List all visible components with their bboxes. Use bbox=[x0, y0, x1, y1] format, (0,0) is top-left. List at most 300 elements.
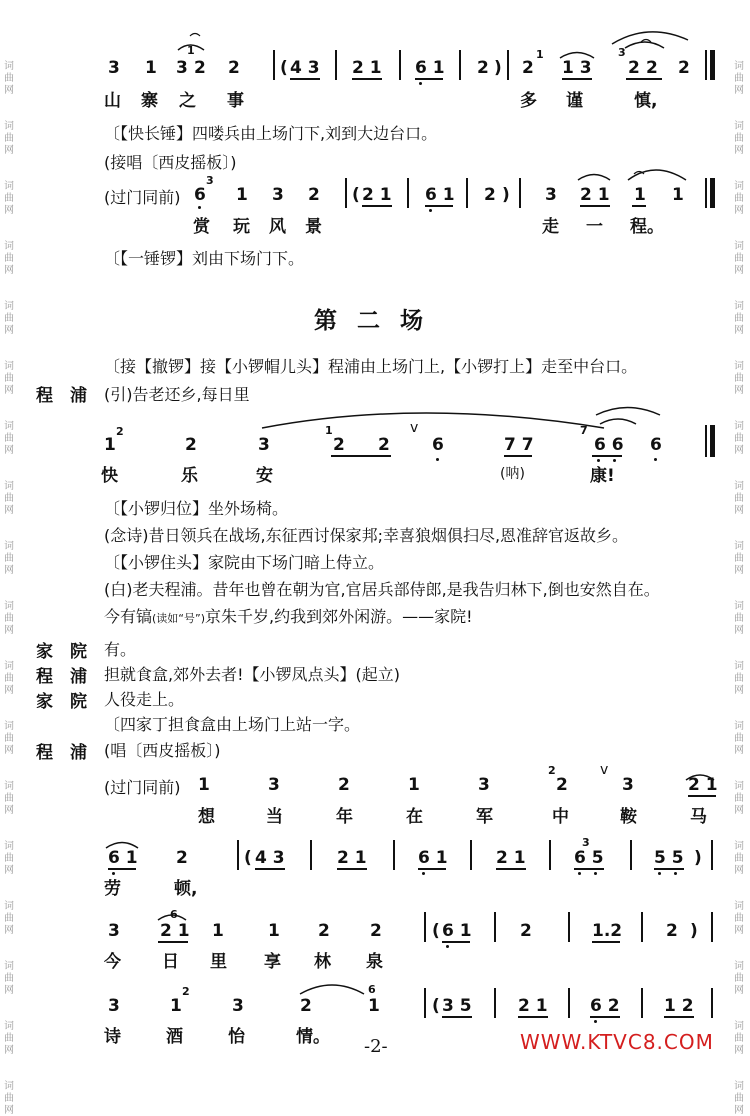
low-dot bbox=[422, 872, 425, 875]
note: 3 bbox=[232, 996, 244, 1016]
note: 2 bbox=[678, 58, 690, 78]
note: 1.2 bbox=[592, 921, 623, 941]
note: 6 bbox=[650, 435, 662, 455]
note: 2 bbox=[556, 775, 568, 795]
lyric: 情。 bbox=[296, 1027, 330, 1047]
slur bbox=[262, 413, 604, 428]
paren: ) bbox=[690, 921, 698, 941]
watermark-char: 曲 bbox=[734, 313, 744, 324]
paren: ) bbox=[694, 848, 702, 868]
watermark-char: 网 bbox=[734, 85, 744, 96]
barline bbox=[549, 840, 551, 870]
watermark-char: 曲 bbox=[4, 433, 14, 444]
low-dot bbox=[594, 1020, 597, 1023]
note: 3 bbox=[108, 996, 120, 1016]
paren: ( bbox=[352, 185, 360, 205]
lyric: 多 bbox=[520, 91, 537, 111]
note: 4 3 bbox=[255, 848, 285, 868]
note: 6 1 bbox=[108, 848, 138, 868]
lyric: 军 bbox=[476, 807, 493, 827]
lyric: 寨 bbox=[141, 91, 158, 111]
underline bbox=[688, 795, 716, 797]
site-watermark: WWW.KTVC8.COM bbox=[520, 1030, 714, 1054]
watermark-char: 曲 bbox=[4, 73, 14, 84]
barline bbox=[399, 50, 401, 80]
watermark-char: 网 bbox=[734, 805, 744, 816]
watermark-char: 曲 bbox=[734, 733, 744, 744]
note: 4 3 bbox=[290, 58, 320, 78]
watermark-char: 词 bbox=[734, 481, 744, 492]
underline bbox=[331, 455, 391, 457]
stage-direction: 〔【一锤锣】刘由下场门下。 bbox=[104, 249, 305, 268]
note: 3 bbox=[258, 435, 270, 455]
note: 1 2 bbox=[664, 996, 694, 1016]
underline bbox=[562, 78, 592, 80]
note: 2 1 bbox=[362, 185, 392, 205]
lyric: 诗 bbox=[104, 1027, 121, 1047]
note: 1 bbox=[408, 775, 420, 795]
barline bbox=[335, 50, 337, 80]
note: 2 1 bbox=[160, 921, 190, 941]
underline bbox=[592, 455, 622, 457]
note: 1 bbox=[170, 996, 182, 1016]
watermark-char: 词 bbox=[734, 961, 744, 972]
watermark-char: 词 bbox=[734, 841, 744, 852]
underline bbox=[592, 941, 620, 943]
dialogue-part: 今有镐 bbox=[104, 607, 153, 626]
watermark-char: 词 bbox=[4, 241, 14, 252]
lyric: 事 bbox=[227, 91, 244, 111]
underline bbox=[415, 78, 443, 80]
barline bbox=[705, 425, 707, 457]
low-dot bbox=[419, 82, 422, 85]
watermark-char: 曲 bbox=[4, 973, 14, 984]
barline bbox=[424, 912, 426, 942]
watermark-char: 网 bbox=[4, 1045, 14, 1056]
low-dot bbox=[674, 872, 677, 875]
note: 6 1 bbox=[442, 921, 472, 941]
slur bbox=[596, 408, 660, 416]
barline bbox=[711, 988, 713, 1018]
lyric: 酒 bbox=[166, 1027, 183, 1047]
watermark-char: 曲 bbox=[734, 793, 744, 804]
barline bbox=[641, 912, 643, 942]
dialogue: 人役走上。 bbox=[104, 690, 185, 709]
speaker-label: 家 院 bbox=[36, 642, 87, 662]
prefix-label: (过门同前) bbox=[104, 188, 181, 207]
watermark-char: 曲 bbox=[734, 253, 744, 264]
watermark-char: 曲 bbox=[734, 1093, 744, 1104]
note: 3 bbox=[478, 775, 490, 795]
note: 6 6 bbox=[594, 435, 624, 455]
lyric: 山 bbox=[104, 91, 121, 111]
lyric: (呐) bbox=[500, 466, 525, 482]
underline bbox=[590, 1016, 620, 1018]
lyric: 赏 bbox=[193, 217, 210, 237]
underline bbox=[158, 941, 188, 943]
watermark-char: 网 bbox=[734, 1045, 744, 1056]
note: 2 bbox=[333, 435, 345, 455]
end-barline bbox=[710, 50, 715, 80]
lyric: 怡 bbox=[228, 1027, 245, 1047]
lyric: 今 bbox=[104, 952, 121, 972]
barline bbox=[424, 988, 426, 1018]
low-dot bbox=[578, 872, 581, 875]
note: 1 bbox=[145, 58, 157, 78]
watermark-char: 曲 bbox=[4, 193, 14, 204]
grace-note: 2 bbox=[116, 425, 124, 438]
note: 3 bbox=[108, 58, 120, 78]
watermark-char: 曲 bbox=[734, 133, 744, 144]
note: 1 bbox=[212, 921, 224, 941]
watermark-char: 词 bbox=[734, 301, 744, 312]
speaker-label: 程 浦 bbox=[36, 386, 87, 406]
note: 1 bbox=[104, 435, 116, 455]
lyric: 安 bbox=[256, 466, 273, 486]
note: 5 5 bbox=[654, 848, 684, 868]
barline bbox=[310, 840, 312, 870]
prefix-label: (过门同前) bbox=[104, 778, 181, 797]
note: 6 1 bbox=[415, 58, 445, 78]
watermark-char: 曲 bbox=[4, 673, 14, 684]
note: 1 bbox=[198, 775, 210, 795]
watermark-char: 网 bbox=[734, 925, 744, 936]
barline bbox=[711, 840, 713, 870]
grace-note: 6 bbox=[368, 983, 376, 996]
underline bbox=[518, 1016, 548, 1018]
stage-direction: (接唱〔西皮摇板〕) bbox=[104, 153, 237, 172]
note: 2 bbox=[477, 58, 489, 78]
watermark-char: 曲 bbox=[734, 613, 744, 624]
slur bbox=[628, 170, 686, 180]
underline bbox=[352, 78, 382, 80]
watermark-char: 词 bbox=[734, 1021, 744, 1032]
lyric: 走 bbox=[542, 217, 559, 237]
watermark-char: 词 bbox=[4, 541, 14, 552]
barline bbox=[711, 912, 713, 942]
watermark-char: 曲 bbox=[4, 253, 14, 264]
barline bbox=[568, 912, 570, 942]
stage-direction: 〔【小锣住头】家院由下场门暗上侍立。 bbox=[104, 553, 385, 572]
note: 2 1 bbox=[688, 775, 718, 795]
watermark-char: 网 bbox=[4, 1105, 14, 1116]
paren: ) bbox=[502, 185, 510, 205]
watermark-char: 词 bbox=[734, 241, 744, 252]
watermark-char: 网 bbox=[4, 925, 14, 936]
note: 3 bbox=[268, 775, 280, 795]
watermark-char: 网 bbox=[734, 685, 744, 696]
underline bbox=[654, 868, 684, 870]
low-dot bbox=[429, 209, 432, 212]
underline bbox=[442, 1016, 472, 1018]
note: 6 bbox=[194, 185, 206, 205]
lyric: 林 bbox=[314, 952, 331, 972]
watermark-char: 曲 bbox=[4, 913, 14, 924]
note: 3 bbox=[272, 185, 284, 205]
watermark-char: 曲 bbox=[734, 433, 744, 444]
watermark-char: 词 bbox=[734, 781, 744, 792]
watermark-right bbox=[730, 0, 750, 1116]
watermark-char: 网 bbox=[4, 745, 14, 756]
slur bbox=[625, 42, 664, 48]
watermark-char: 网 bbox=[4, 805, 14, 816]
stage-direction: 〔【快长锤】四喽兵由上场门下,刘到大边台口。 bbox=[104, 124, 438, 143]
underline bbox=[496, 868, 526, 870]
watermark-char: 曲 bbox=[734, 1033, 744, 1044]
watermark-char: 网 bbox=[4, 325, 14, 336]
watermark-char: 词 bbox=[4, 1081, 14, 1092]
slur bbox=[300, 985, 364, 994]
watermark-char: 曲 bbox=[734, 373, 744, 384]
watermark-char: 词 bbox=[4, 421, 14, 432]
watermark-char: 网 bbox=[4, 565, 14, 576]
lyric: 玩 bbox=[233, 217, 250, 237]
underline bbox=[626, 78, 662, 80]
barline bbox=[705, 178, 707, 208]
watermark-char: 词 bbox=[4, 781, 14, 792]
watermark-char: 词 bbox=[734, 361, 744, 372]
note: 1 bbox=[672, 185, 684, 205]
underline bbox=[337, 868, 367, 870]
lyric: 日 bbox=[162, 952, 179, 972]
note: 2 bbox=[318, 921, 330, 941]
lyric: 泉 bbox=[366, 952, 383, 972]
watermark-char: 网 bbox=[4, 625, 14, 636]
lyric: 在 bbox=[406, 807, 423, 827]
note: 6 5 bbox=[574, 848, 604, 868]
speaker-label: 程 浦 bbox=[36, 743, 87, 763]
underline bbox=[255, 868, 285, 870]
watermark-char: 曲 bbox=[4, 553, 14, 564]
watermark-left bbox=[0, 0, 20, 1116]
watermark-char: 曲 bbox=[734, 493, 744, 504]
barline bbox=[630, 840, 632, 870]
watermark-char: 网 bbox=[4, 685, 14, 696]
stage-direction: 〔接【撤锣】接【小锣帽儿头】程浦由上场门上,【小锣打上】走至中台口。 bbox=[104, 357, 638, 376]
note: 1 bbox=[634, 185, 646, 205]
watermark-char: 网 bbox=[4, 445, 14, 456]
watermark-char: 词 bbox=[4, 961, 14, 972]
dialogue-part: 京朱千岁,约我到郊外闲游。——家院! bbox=[205, 607, 473, 626]
watermark-char: 曲 bbox=[734, 73, 744, 84]
watermark-char: 网 bbox=[734, 445, 744, 456]
lyric: 顿, bbox=[174, 879, 198, 899]
note: 2 bbox=[520, 921, 532, 941]
stage-direction: 〔四家丁担食盒由上场门上站一字。 bbox=[104, 715, 361, 734]
underline bbox=[425, 205, 453, 207]
end-barline bbox=[710, 178, 715, 208]
barline bbox=[568, 988, 570, 1018]
speaker-label: 程 浦 bbox=[36, 667, 87, 687]
watermark-char: 词 bbox=[734, 61, 744, 72]
note: 2 1 bbox=[580, 185, 610, 205]
lyric: 谨 bbox=[566, 91, 583, 111]
watermark-char: 曲 bbox=[734, 853, 744, 864]
note: 3 5 bbox=[442, 996, 472, 1016]
underline bbox=[108, 868, 136, 870]
dialogue: (引)告老还乡,每日里 bbox=[104, 385, 250, 404]
grace-note: 6 bbox=[170, 908, 178, 921]
note: 6 2 bbox=[590, 996, 620, 1016]
breath-mark: v bbox=[600, 762, 609, 778]
watermark-char: 网 bbox=[4, 265, 14, 276]
lyric: 之 bbox=[179, 91, 196, 111]
grace-note: 3 bbox=[618, 46, 626, 59]
barline bbox=[466, 178, 468, 208]
watermark-char: 网 bbox=[4, 385, 14, 396]
barline bbox=[641, 988, 643, 1018]
note: 2 bbox=[185, 435, 197, 455]
watermark-char: 网 bbox=[4, 505, 14, 516]
note: 3 bbox=[176, 58, 188, 78]
grace-note: 1 bbox=[187, 44, 195, 57]
note: 2 1 bbox=[337, 848, 367, 868]
grace-note: 7 bbox=[580, 424, 588, 437]
note: 2 1 bbox=[352, 58, 382, 78]
dialogue bbox=[104, 604, 473, 627]
lyric: 劳 bbox=[104, 879, 121, 899]
note: 2 bbox=[646, 58, 658, 78]
note: 6 1 bbox=[418, 848, 448, 868]
watermark-char: 曲 bbox=[734, 973, 744, 984]
underline bbox=[632, 205, 646, 207]
watermark-char: 词 bbox=[734, 541, 744, 552]
note: 3 bbox=[622, 775, 634, 795]
watermark-char: 网 bbox=[4, 85, 14, 96]
note: 2 bbox=[628, 58, 640, 78]
barline bbox=[494, 912, 496, 942]
fermata bbox=[190, 34, 200, 37]
fermata bbox=[634, 172, 644, 175]
lyric: 当 bbox=[266, 807, 283, 827]
watermark-char: 曲 bbox=[4, 493, 14, 504]
fermata bbox=[641, 40, 651, 43]
grace-note: 2 bbox=[548, 764, 556, 777]
barline bbox=[273, 50, 275, 80]
note: 2 bbox=[378, 435, 390, 455]
watermark-char: 网 bbox=[734, 385, 744, 396]
barline bbox=[407, 178, 409, 208]
watermark-char: 词 bbox=[4, 181, 14, 192]
watermark-char: 网 bbox=[4, 205, 14, 216]
barline bbox=[393, 840, 395, 870]
note: 1 bbox=[268, 921, 280, 941]
stage-direction: 〔【小锣归位】坐外场椅。 bbox=[104, 499, 289, 518]
watermark-char: 网 bbox=[734, 1105, 744, 1116]
watermark-char: 网 bbox=[734, 145, 744, 156]
barline bbox=[470, 840, 472, 870]
dialogue: 担就食盒,郊外去者!【小锣凤点头】(起立) bbox=[104, 665, 400, 684]
pronunciation-note: (读如“号”) bbox=[152, 612, 205, 625]
note: 2 bbox=[300, 996, 312, 1016]
watermark-char: 网 bbox=[734, 265, 744, 276]
lyric: 程。 bbox=[630, 217, 664, 237]
lyric: 想 bbox=[198, 807, 215, 827]
note: 3 bbox=[545, 185, 557, 205]
watermark-char: 曲 bbox=[734, 673, 744, 684]
watermark-char: 词 bbox=[4, 481, 14, 492]
underline bbox=[442, 941, 470, 943]
watermark-char: 词 bbox=[4, 661, 14, 672]
barline bbox=[237, 840, 239, 870]
paren: ( bbox=[244, 848, 252, 868]
low-dot bbox=[446, 945, 449, 948]
watermark-char: 网 bbox=[734, 865, 744, 876]
note: 2 1 bbox=[496, 848, 526, 868]
note: 6 bbox=[432, 435, 444, 455]
lyric: 乐 bbox=[181, 466, 198, 486]
slur bbox=[600, 419, 636, 424]
watermark-char: 词 bbox=[734, 421, 744, 432]
barline bbox=[345, 178, 347, 208]
watermark-char: 词 bbox=[4, 901, 14, 912]
watermark-char: 网 bbox=[734, 505, 744, 516]
note: 1 bbox=[236, 185, 248, 205]
watermark-char: 词 bbox=[734, 601, 744, 612]
watermark-char: 词 bbox=[734, 181, 744, 192]
dialogue: (念诗)昔日领兵在战场,东征西讨保家邦;幸喜狼烟俱扫尽,恩准辞官返故乡。 bbox=[104, 526, 629, 545]
underline bbox=[664, 1016, 694, 1018]
lyric: 风 bbox=[269, 217, 286, 237]
lyric: 一 bbox=[586, 217, 603, 237]
watermark-char: 词 bbox=[4, 1021, 14, 1032]
note: 2 bbox=[194, 58, 206, 78]
breath-mark: v bbox=[410, 420, 419, 436]
note: 2 bbox=[370, 921, 382, 941]
paren: ( bbox=[432, 921, 440, 941]
grace-note: 1 bbox=[536, 48, 544, 61]
low-dot bbox=[436, 458, 439, 461]
note: 2 bbox=[228, 58, 240, 78]
grace-note: 3 bbox=[206, 174, 214, 187]
underline bbox=[504, 455, 532, 457]
watermark-char: 词 bbox=[734, 901, 744, 912]
watermark-char: 网 bbox=[734, 325, 744, 336]
dialogue: (唱〔西皮摇板〕) bbox=[104, 741, 221, 760]
watermark-char: 网 bbox=[4, 145, 14, 156]
watermark-char: 曲 bbox=[4, 373, 14, 384]
dialogue: 有。 bbox=[104, 640, 137, 659]
underline bbox=[574, 868, 604, 870]
page-number: -2- bbox=[364, 1036, 388, 1057]
grace-note: 2 bbox=[182, 985, 190, 998]
watermark-char: 词 bbox=[4, 61, 14, 72]
barline bbox=[519, 178, 521, 208]
note: 2 bbox=[176, 848, 188, 868]
lyric: 中 bbox=[552, 807, 569, 827]
watermark-char: 曲 bbox=[734, 193, 744, 204]
note: 2 bbox=[484, 185, 496, 205]
watermark-char: 词 bbox=[734, 1081, 744, 1092]
note: 6 1 bbox=[425, 185, 455, 205]
lyric: 景 bbox=[305, 217, 322, 237]
low-dot bbox=[594, 872, 597, 875]
watermark-char: 曲 bbox=[4, 1093, 14, 1104]
watermark-char: 词 bbox=[4, 361, 14, 372]
note: 3 bbox=[108, 921, 120, 941]
watermark-char: 网 bbox=[734, 565, 744, 576]
low-dot bbox=[658, 872, 661, 875]
watermark-char: 网 bbox=[734, 745, 744, 756]
watermark-char: 曲 bbox=[4, 853, 14, 864]
underline bbox=[362, 205, 392, 207]
note: 7 7 bbox=[504, 435, 534, 455]
note: 1 bbox=[368, 996, 380, 1016]
watermark-char: 词 bbox=[4, 301, 14, 312]
watermark-char: 曲 bbox=[4, 133, 14, 144]
watermark-char: 词 bbox=[734, 721, 744, 732]
watermark-char: 曲 bbox=[4, 733, 14, 744]
